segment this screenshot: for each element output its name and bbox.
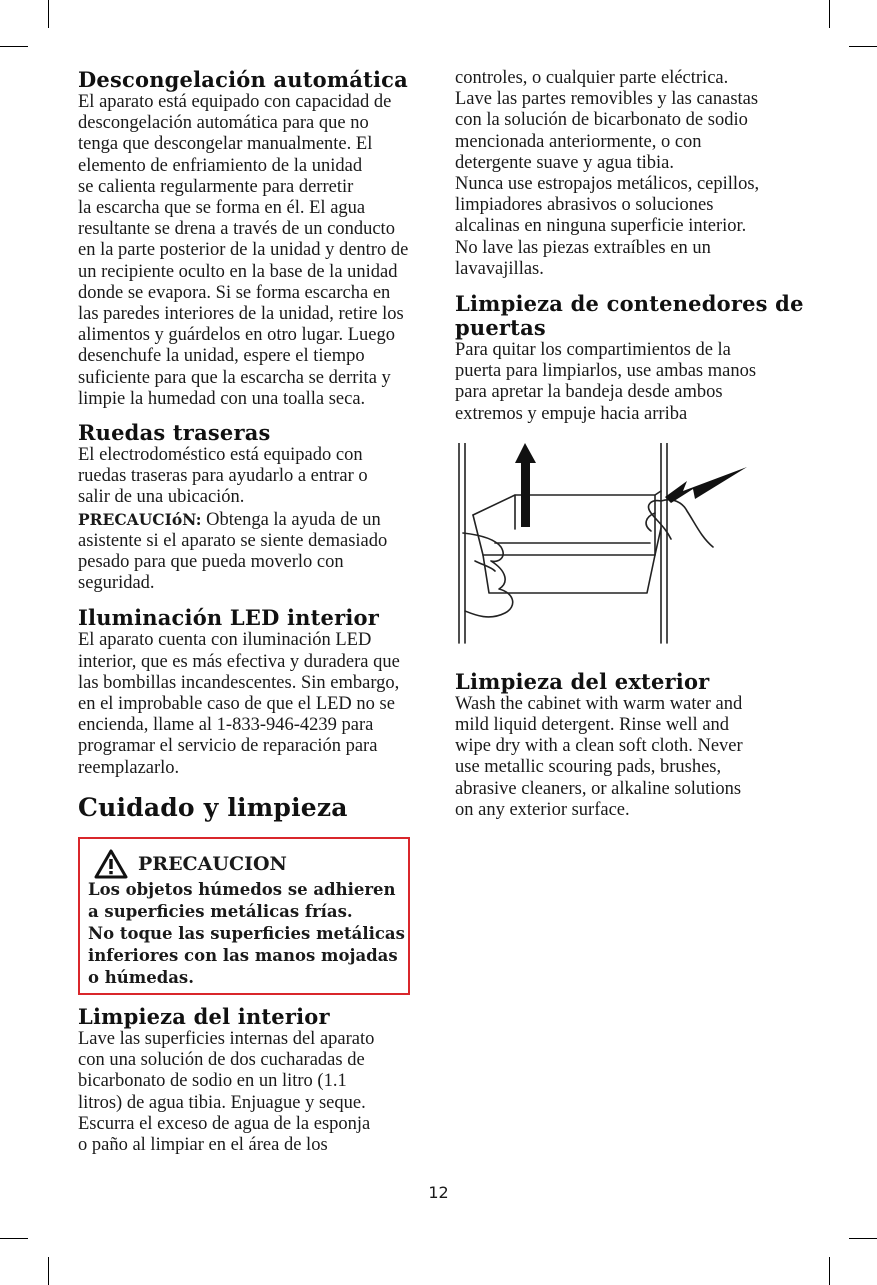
heading-limpieza-interior: Limpieza del interior xyxy=(78,1003,330,1029)
crop-mark xyxy=(849,46,877,47)
text-line: interior, que es más efectiva y duradera que xyxy=(78,651,400,672)
door-bin-illustration xyxy=(455,443,755,648)
caution-box-line: inferiores con las manos mojadas xyxy=(88,945,398,965)
heading-limpieza-contenedores-l2: puertas xyxy=(455,315,546,341)
text-line: con la solución de bicarbonato de sodio xyxy=(455,110,748,131)
text-line: seguridad. xyxy=(78,573,155,594)
right-column xyxy=(455,68,815,821)
text-line: use metallic scouring pads, brushes, xyxy=(455,757,722,778)
text-line: con una solución de dos cucharadas de xyxy=(78,1050,365,1071)
text-line: El aparato cuenta con iluminación LED xyxy=(78,630,372,651)
text-line: se calienta regularmente para derretir xyxy=(78,176,354,197)
text-line: alcalinas en ninguna superficie interior. xyxy=(455,216,747,237)
warning-triangle-icon xyxy=(94,849,128,879)
text-line: puerta para limpiarlos, use ambas manos xyxy=(455,361,757,382)
text-line: mencionada anteriormente, o con xyxy=(455,131,702,152)
text-line: controles, o cualquier parte eléctrica. xyxy=(455,68,729,88)
text-line: tenga que descongelar manualmente. El xyxy=(78,134,373,155)
text-line: asistente si el aparato se siente demasiado xyxy=(78,530,388,551)
text-line: detergente suave y agua tibia. xyxy=(455,152,675,173)
paragraph-descongelacion xyxy=(78,92,438,410)
text-line: descongelación automática para que no xyxy=(78,113,369,134)
text-line: El electrodoméstico está equipado con xyxy=(78,445,363,466)
text-line: Lave las partes removibles y las canastas xyxy=(455,89,759,110)
text-line: alimentos y guárdelos en otro lugar. Luego xyxy=(78,325,395,346)
text-line: limpiadores abrasivos o soluciones xyxy=(455,195,714,216)
text-line: elemento de enfriamiento de la unidad xyxy=(78,155,363,176)
caution-box-line: No toque las superficies metálicas xyxy=(88,923,405,943)
text-line: para apretar la bandeja desde ambos xyxy=(455,382,723,403)
text-line: reemplazarlo. xyxy=(78,757,180,778)
crop-mark xyxy=(829,0,830,28)
heading-limpieza-exterior: Limpieza del exterior xyxy=(455,668,710,694)
crop-mark xyxy=(48,1257,49,1285)
heading-cuidado-limpieza: Cuidado y limpieza xyxy=(78,792,348,822)
paragraph-limpieza-interior-cont xyxy=(455,68,815,280)
text-line: un recipiente oculto en la base de la unidad xyxy=(78,261,398,282)
text-line: abrasive cleaners, or alkaline solutions xyxy=(455,778,742,799)
text-line: on any exterior surface. xyxy=(455,799,630,820)
text-line: Wash the cabinet with warm water and xyxy=(455,693,743,714)
crop-mark xyxy=(0,1238,28,1239)
text-line: donde se evapora. Si se forma escarcha en xyxy=(78,282,391,303)
precaucion-label: PRECAUCIóN: xyxy=(78,509,202,529)
text-line: pesado para que pueda moverlo con xyxy=(78,552,344,573)
caution-box-line: Los objetos húmedos se adhieren xyxy=(88,879,396,899)
text-line: Para quitar los compartimientos de la xyxy=(455,340,731,361)
text-line: extremos y empuje hacia arriba xyxy=(455,403,688,424)
heading-descongelacion: Descongelación automática xyxy=(78,67,408,92)
text-line: litros) de agua tibia. Enjuague y seque. xyxy=(78,1092,366,1113)
text-line: limpie la humedad con una toalla seca. xyxy=(78,388,366,409)
crop-mark xyxy=(829,1257,830,1285)
text-line: bicarbonato de sodio en un litro (1.1 xyxy=(78,1071,347,1092)
caution-line xyxy=(78,509,438,531)
text-line: encienda, llame al 1-833-946-4239 para xyxy=(78,715,374,736)
text-line: Escurra el exceso de agua de la esponja xyxy=(78,1113,371,1134)
text-line: resultante se drena a través de un conducto xyxy=(78,219,395,240)
text-line: wipe dry with a clean soft cloth. Never xyxy=(455,736,743,757)
text-line: las paredes interiores de la unidad, retire los xyxy=(78,304,404,325)
text-line: en la parte posterior de la unidad y dentro de xyxy=(78,240,409,261)
caution-box-line: a superficies metálicas frías. xyxy=(88,901,353,921)
crop-mark xyxy=(0,46,28,47)
heading-limpieza-contenedores: Limpieza de contenedores de xyxy=(455,291,804,317)
text-line: las bombillas incandescentes. Sin embargo, xyxy=(78,672,400,693)
page-number: 12 xyxy=(428,1183,449,1202)
text-line: Lave las superficies internas del aparato xyxy=(78,1028,375,1049)
text-line: programar el servicio de reparación para xyxy=(78,736,378,757)
text-line: en el improbable caso de que el LED no se xyxy=(78,694,395,715)
caution-box xyxy=(78,837,410,995)
heading-ruedas-traseras: Ruedas traseras xyxy=(78,420,271,446)
text-line: la escarcha que se forma en él. El agua xyxy=(78,198,366,219)
text-line: ruedas traseras para ayudarlo a entrar o xyxy=(78,466,368,487)
crop-mark xyxy=(849,1238,877,1239)
crop-mark xyxy=(48,0,49,28)
text-line: salir de una ubicación. xyxy=(78,487,245,508)
paragraph-iluminacion-led xyxy=(78,630,438,778)
text-line: lavavajillas. xyxy=(455,258,544,279)
paragraph-contenedores xyxy=(455,340,815,425)
caution-title: PRECAUCION xyxy=(138,852,287,875)
text-line: El aparato está equipado con capacidad de xyxy=(78,92,392,112)
text-line: desenchufe la unidad, espere el tiempo xyxy=(78,346,365,367)
text-line: No lave las piezas extraíbles en un xyxy=(455,237,711,258)
text-line: Nunca use estropajos metálicos, cepillos, xyxy=(455,174,760,195)
text-line: suficiente para que la escarcha se derrita y xyxy=(78,367,391,388)
paragraph-limpieza-interior xyxy=(78,1029,438,1156)
heading-iluminacion-led: Iluminación LED interior xyxy=(78,605,380,631)
paragraph-ruedas-traseras xyxy=(78,445,438,594)
caution-header xyxy=(94,849,400,879)
paragraph-limpieza-exterior xyxy=(455,694,815,821)
left-column xyxy=(78,68,438,1156)
caution-box-line: o húmedas. xyxy=(88,967,194,987)
text-line: o paño al limpiar en el área de los xyxy=(78,1134,328,1155)
caution-text: Obtenga la ayuda de un xyxy=(201,509,381,530)
text-line: mild liquid detergent. Rinse well and xyxy=(455,715,730,736)
